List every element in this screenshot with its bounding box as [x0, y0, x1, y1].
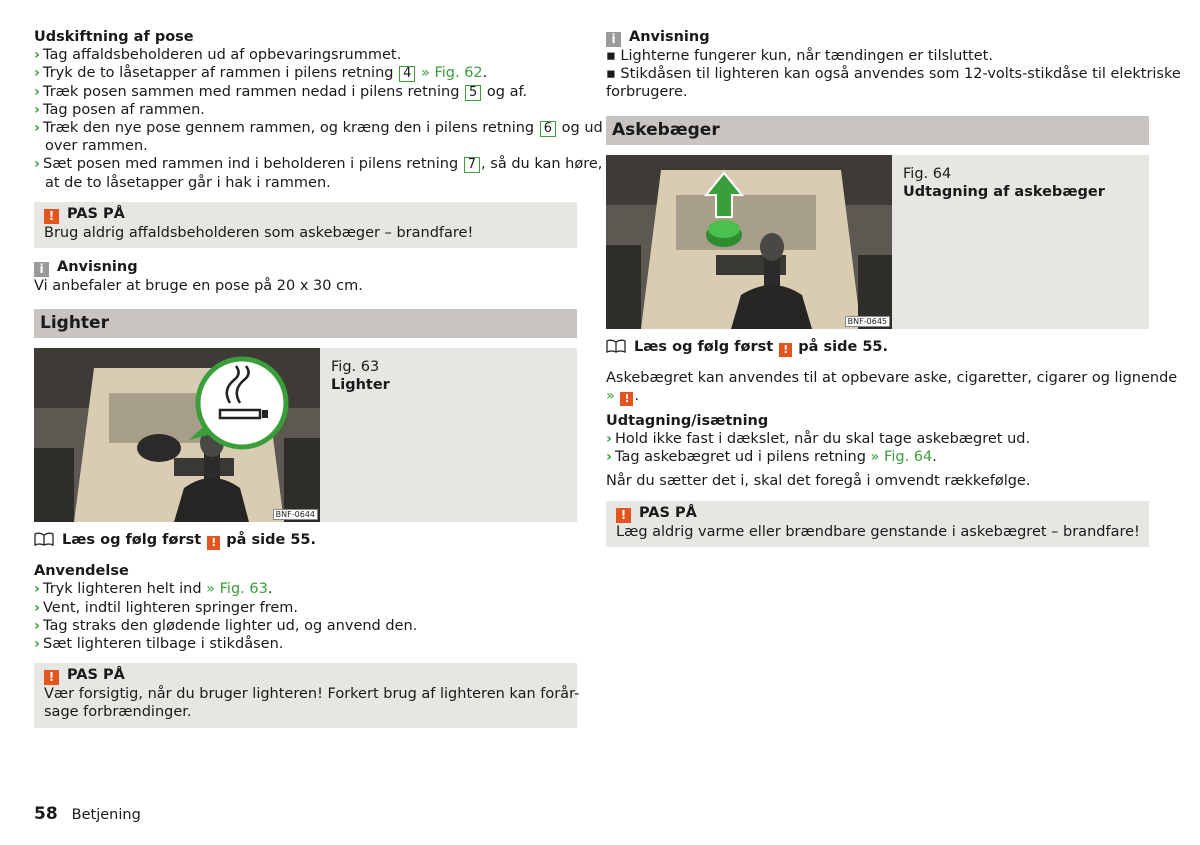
callout-number: 5 — [465, 85, 481, 101]
page-footer — [34, 804, 141, 824]
figure-64 — [606, 155, 1149, 329]
list-item: › Tag askebægret ud i pilens retning » Fig. 64. — [606, 449, 937, 466]
warning-title: PAS PÅ — [67, 205, 125, 222]
figure-code: BNF-0644 — [273, 509, 318, 520]
book-icon — [606, 339, 626, 353]
figure-caption: Udtagning af askebæger — [903, 183, 1105, 200]
callout-number: 4 — [399, 66, 415, 82]
figure-link[interactable]: » Fig. 63 — [201, 581, 268, 598]
warning-box — [34, 202, 577, 248]
list-item: › Træk den nye pose gennem rammen, og kræng den i pilens retning 6 og ud — [34, 120, 603, 137]
figure-link[interactable]: » Fig. 64 — [865, 449, 933, 466]
left-column — [34, 28, 603, 728]
warning-link[interactable]: » — [606, 387, 620, 404]
step-arrow-icon: › — [606, 449, 612, 466]
warning-icon: ! — [207, 536, 220, 550]
step-arrow-icon: › — [34, 636, 40, 653]
note-title: Anvisning — [629, 29, 710, 45]
warning-icon: ! — [44, 670, 59, 685]
warning-text: Vær forsigtig, når du bruger lighteren! Forkert brug af lighteren kan forår- — [44, 686, 580, 703]
lighter-photo — [34, 348, 320, 522]
page-number: 58 — [34, 804, 58, 824]
list-item: › Tryk de to låsetapper af rammen i pilens retning 4 » Fig. 62. — [34, 65, 488, 82]
section-header-lighter: Lighter — [34, 309, 577, 338]
ashtray-photo — [606, 155, 892, 329]
section-header-ashtray: Askebæger — [606, 116, 1149, 145]
step-arrow-icon: › — [606, 431, 612, 448]
note-title: Anvisning — [57, 259, 138, 276]
subsection-title: Anvendelse — [34, 563, 129, 580]
list-item: › Tag posen af rammen. — [34, 101, 205, 118]
warning-icon: ! — [44, 209, 59, 224]
list-item: › Hold ikke fast i dækslet, når du skal tage askebægret ud. — [606, 431, 1031, 448]
warning-text: Læg aldrig varme eller brændbare genstande i askebægret – brandfare! — [616, 523, 1140, 540]
list-item-continuation: at de to låsetapper går i hak i rammen. — [45, 174, 331, 191]
list-item: › Sæt lighteren tilbage i stikdåsen. — [34, 636, 284, 653]
right-column: i Anvisning ▪ Lighterne fungerer kun, når tændingen er tilsluttet. ▪ Stikdåsen til lighteren kan også anvendes som 12-volts-stikdåse til elektriske forbrugere. Askebæger BNF-0645 Fig. 64 Udtagning af askebæger Læs og følg først ! på side 55. Askebægret kan anvendes til at opbevare aske, cigaretter, cigarer og lignende » ! . Udtagning/isætning › Hold ikke fast i dækslet, når du skal tage askebægret ud. › Tag askebægret ud i pilens retning » Fig. 64. Når du sætter det i, skal det foregå i omvendt rækkefølge. ! PAS PÅ Læg aldrig varme eller brændbare genstande i askebægret – brandfare! — [606, 28, 1149, 547]
note-text: Vi anbefaler at bruge en pose på 20 x 30 cm. — [34, 278, 363, 295]
step-arrow-icon: › — [34, 47, 40, 64]
list-item: › Vent, indtil lighteren springer frem. — [34, 599, 299, 616]
info-icon: i — [606, 32, 621, 47]
note-text: ▪ Lighterne fungerer kun, når tændingen er tilsluttet. — [606, 48, 993, 64]
paragraph: Når du sætter det i, skal det foregå i omvendt rækkefølge. — [606, 473, 1031, 490]
step-arrow-icon: › — [34, 65, 40, 82]
figure-link[interactable]: » Fig. 62 — [416, 65, 483, 82]
figure-number: Fig. 63 — [331, 359, 380, 376]
warning-box — [606, 501, 1149, 547]
read-first-line: Læs og følg først ! på side 55. — [606, 335, 1149, 359]
step-arrow-icon: › — [34, 581, 40, 598]
list-item: › Tag straks den glødende lighter ud, og anvend den. — [34, 617, 418, 634]
callout-number: 6 — [540, 121, 556, 137]
step-arrow-icon: › — [34, 83, 40, 100]
step-arrow-icon: › — [34, 101, 40, 118]
note-text: ▪ Stikdåsen til lighteren kan også anvendes som 12-volts-stikdåse til elektriske — [606, 66, 1181, 83]
warning-box — [34, 663, 580, 727]
callout-number: 7 — [464, 157, 480, 173]
note-text: forbrugere. — [606, 84, 688, 101]
warning-icon: ! — [779, 343, 792, 357]
book-icon — [34, 532, 54, 546]
list-item: › Sæt posen med rammen ind i beholderen i pilens retning 7 , så du kan høre, — [34, 156, 603, 173]
warning-icon: ! — [616, 508, 631, 523]
chapter-name: Betjening — [71, 807, 141, 823]
paragraph: Askebægret kan anvendes til at opbevare aske, cigaretter, cigarer og lignende — [606, 369, 1178, 386]
section-title-bag: Udskiftning af pose — [34, 29, 194, 45]
step-arrow-icon: › — [34, 617, 40, 634]
list-item-continuation: over rammen. — [45, 138, 148, 155]
warning-icon: ! — [620, 392, 633, 406]
step-arrow-icon: › — [34, 120, 40, 137]
subsection-title: Udtagning/isætning — [606, 412, 769, 429]
figure-63 — [34, 348, 577, 522]
warning-text: sage forbrændinger. — [44, 704, 192, 721]
figure-code: BNF-0645 — [845, 316, 890, 327]
figure-number: Fig. 64 — [903, 165, 952, 182]
list-item: › Træk posen sammen med rammen nedad i pilens retning 5 og af. — [34, 83, 528, 100]
warning-text: Brug aldrig affaldsbeholderen som askebæger – brandfare! — [44, 224, 474, 241]
read-first-line: Læs og følg først ! på side 55. — [34, 528, 577, 552]
step-arrow-icon: › — [34, 599, 40, 616]
warning-title: PAS PÅ — [67, 667, 125, 684]
list-item: › Tag affaldsbeholderen ud af opbevaringsrummet. — [34, 47, 402, 64]
figure-caption: Lighter — [331, 377, 390, 394]
step-arrow-icon: › — [34, 156, 40, 173]
warning-title: PAS PÅ — [639, 504, 697, 521]
info-icon: i — [34, 262, 49, 277]
list-item: › Tryk lighteren helt ind » Fig. 63. — [34, 581, 273, 598]
